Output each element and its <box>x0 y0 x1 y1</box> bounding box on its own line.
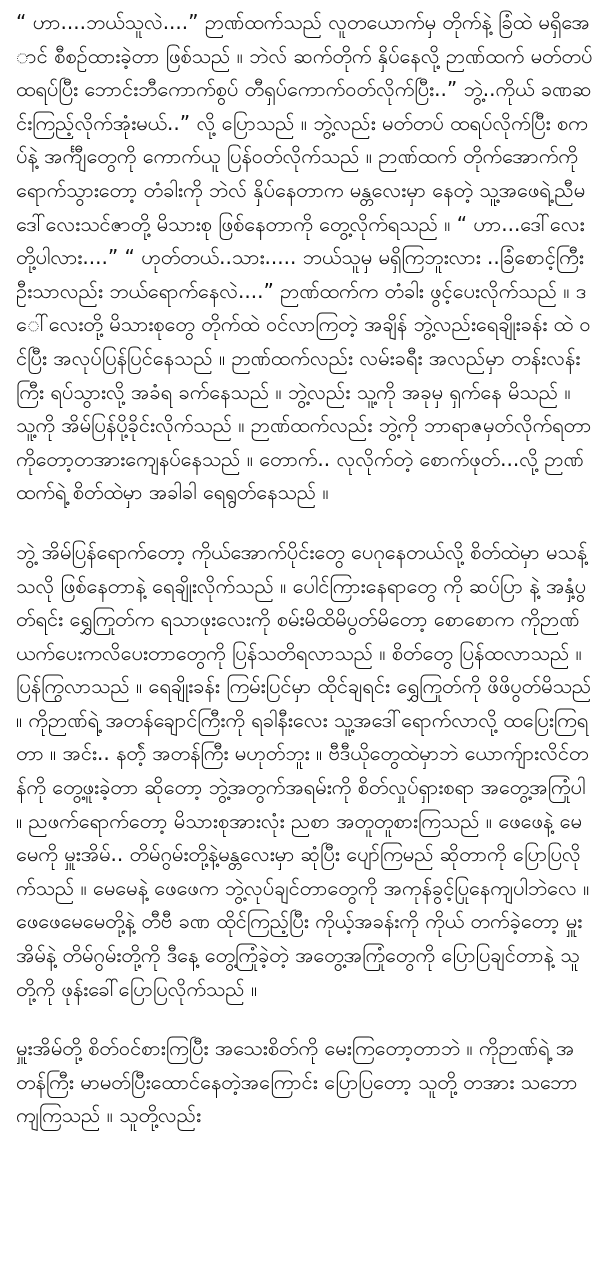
story-paragraph-3: မှူးအိမ်တို့ စိတ်ဝင်စားကြပြီး အသေးစိတ်ကို မေးကြတော့တာဘဲ ။ ကိုဉာဏ်ရဲ့ အတန်ကြီး မာမတ်ပြီးထောင်နေတဲ့အကြောင်း ပြောပြတော့ သူတို့ တအား သဘောကျကြသည် ။ သူတို့လည်း <box>16 1036 578 1128</box>
story-paragraph-1: “ ဟာ....ဘယ်သူလဲ....” ဉာဏ်ထက်သည် လူတယောက်မှ တိုက်နဲ့ ခြံထဲ မရှိအောင် စီစဉ်ထားခဲ့တာ ဖြစ်သည် ။ ဘဲလ် ဆက်တိုက် နှိပ်နေလို့ ဉာဏ်ထက် မတ်တပ် ထရပ်ပြီး ဘောင်းဘီကောက်စွပ် တီရှပ်ကောက်ဝတ်လိုက်ပြီး..” ဘွဲ့..ကိုယ် ခဏဆင်းကြည့်လိုက်အုံးမယ်..” လို့ ပြောသည် ။ ဘွဲ့လည်း မတ်တပ် ထရပ်လိုက်ပြီး စကပ်နဲ့ အင်္ကျီတွေကို ကောက်ယူ ပြန်ဝတ်လိုက်သည် ။ ဉာဏ်ထက် တိုက်အောက်ကို ရောက်သွားတော့ တံခါးကို ဘဲလ် နှိပ်နေတာက မန္တလေးမှာ နေတဲ့ သူ့အဖေရဲ့ညီမ ဒေါ်လေးသင်ဇာတို့ မိသားစု ဖြစ်နေတာကို တွေ့လိုက်ရသည် ။ “ ဟာ...ဒေါ်လေးတို့ပါလား....” “ ဟုတ်တယ်..သား..... ဘယ်သူမှ မရှိကြဘူးလား ..ခြံစောင့်ကြီး ဦးသာလည်း ဘယ်ရောက်နေလဲ....” ဉာဏ်ထက်က တံခါး ဖွင့်ပေးလိုက်သည် ။ ဒေါ်လေးတို့ မိသားစုတွေ တိုက်ထဲ ဝင်လာကြတဲ့ အချိန် ဘွဲ့လည်းရေချိုးခန်း ထဲ ဝင်ပြီး အလုပ်ပြန်ပြင်နေသည် ။ ဉာဏ်ထက်လည်း လမ်းခရီး အလည်မှာ တန်းလန်းကြီး ရပ်သွားလို့ အခံရ ခက်နေသည် ။ ဘွဲ့လည်း သူ့ကို အခုမှ ရှက်နေ မိသည် ။ သူ့ကို အိမ်ပြန်ပို့ခိုင်းလိုက်သည် ။ ဉာဏ်ထက်လည်း ဘွဲ့ကို ဘာရာဇမှတ်လိုက်ရတာ ကိုတော့တအားကျေနပ်နေသည် ။ တောက်.. လုလိုက်တဲ့ စောက်ဖုတ်...လို့ ဉာဏ်ထက်ရဲ့ စိတ်ထဲမှာ အခါခါ ရေရွတ်နေသည် ။ <box>16 10 593 505</box>
story-paragraph-2: ဘွဲ့ အိမ်ပြန်ရောက်တော့ ကိုယ်အောက်ပိုင်းတွေ ပေဂုနေတယ်လို့ စိတ်ထဲမှာ မသန့်သလို ဖြစ်နေတာနဲ့ ရေချိုးလိုက်သည် ။ ပေါင်ကြားနေရာတွေ ကို ဆပ်ပြာ နဲ့ အနှံ့ပွတ်ရင်း ရွှေကြုတ်က ရသာဖုးလေးကို စမ်းမိထိမိပွတ်မိတော့ စောစောက ကိုဉာဏ် ယက်ပေးကလိပေးတာတွေကို ပြန်သတိရလာသည် ။ စိတ်တွေ ပြန်ထလာသည် ။ပြန်ကြွလာသည် ။ ရေချိုးခန်း ကြမ်းပြင်မှာ ထိုင်ချရင်း ရွှေကြုတ်ကို ဖိဖိပွတ်မိသည် ။ ကိုဉာဏ်ရဲ့ အတန်ချောင်ကြီးကို ရခါနီးလေး သူ့အဒေါ်ရောက်လာလို့ ထပြေးကြရတာ ။ အင်း.. နတ်ဲ့ အတန်ကြီး မဟုတ်ဘူး ။ ဗီဒီယိုတွေထဲမှာဘဲ ယောက်ျားလိင်တန်ကို တွေ့ဖူးခဲ့တာ ဆိုတော့ ဘွဲ့အတွက်အရမ်းကို စိတ်လှုပ်ရှားစရာ အတွေ့အကြုံပါ ။ ညဖက်ရောက်တော့ မိသားစုအားလုံး ညစာ အတူတူစားကြသည် ။ ဖေဖေနဲ့ မေမေကို မှူးအိမ်.. တိမ်ဂွမ်းတို့နဲ့မန္တလေးမှာ ဆုံပြီး ပျော်ကြမည် ဆိုတာကို ပြောပြလိုက်သည် ။ မေမေနဲ့ ဖေဖေက ဘွဲ့လုပ်ချင်တာတွေကို အကုန်ခွင့်ပြုနေကျပါဘဲလေ ။ ဖေဖေမေမေတို့နဲ့ တီဗီ ခဏ ထိုင်ကြည့်ပြီး ကိုယ့်အခန်းကို ကိုယ် တက်ခဲ့တော့ မှူးအိမ်နဲ့ တိမ်ဂွမ်းတို့ကို ဒီနေ့ တွေ့ကြုံခဲ့တဲ့ အတွေ့အကြုံတွေကို ပြောပြချင်တာနဲ့ သူတို့ကို ဖုန်းခေါ်ပြောပြလိုက်သည် ။ <box>16 539 592 1001</box>
